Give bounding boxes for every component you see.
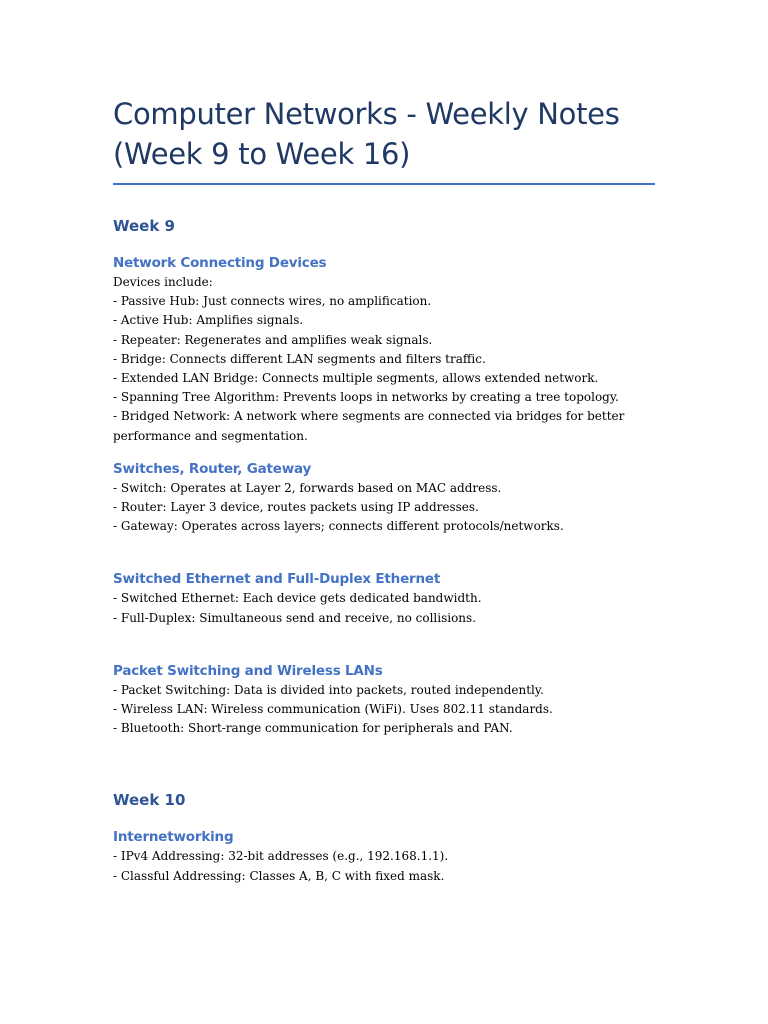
section-heading-internetworking: Internetworking: [113, 829, 234, 846]
text-line: - Classful Addressing: Classes A, B, C with fixed mask.: [113, 868, 445, 883]
text-line: - IPv4 Addressing: 32-bit addresses (e.g., 192.168.1.1).: [113, 849, 449, 864]
text-line: - Passive Hub: Just connects wires, no amplification.: [113, 294, 432, 309]
section-heading-switches-router-gateway: Switches, Router, Gateway: [113, 460, 312, 477]
section-body-switches-router-gateway: [113, 479, 658, 537]
section-body-packet-switching: [113, 681, 658, 739]
section-body-switched-ethernet: [113, 589, 658, 627]
title-line-1: Computer Networks - Weekly Notes: [113, 97, 620, 131]
section-body-network-connecting-devices: [113, 273, 658, 446]
text-line: - Repeater: Regenerates and amplifies weak signals.: [113, 332, 433, 347]
text-line: - Bridge: Connects different LAN segments and filters traffic.: [113, 351, 486, 366]
text-line: - Full-Duplex: Simultaneous send and receive, no collisions.: [113, 610, 477, 625]
document-page: [113, 94, 658, 886]
text-line: - Gateway: Operates across layers; connects different protocols/networks.: [113, 519, 564, 534]
week-heading-week-9: Week 9: [113, 217, 175, 235]
text-line: - Packet Switching: Data is divided into packets, routed independently.: [113, 682, 544, 697]
text-line: - Router: Layer 3 device, routes packets using IP addresses.: [113, 500, 479, 515]
text-line: - Bluetooth: Short-range communication for peripherals and PAN.: [113, 721, 513, 736]
week-heading-week-10: Week 10: [113, 791, 186, 810]
text-line: - Extended LAN Bridge: Connects multiple segments, allows extended network.: [113, 371, 599, 386]
section-heading-packet-switching: Packet Switching and Wireless LANs: [113, 662, 383, 679]
text-line: Devices include:: [113, 275, 213, 289]
text-line: - Active Hub: Amplifies signals.: [113, 313, 304, 328]
document-title: [113, 94, 658, 174]
text-line: - Bridged Network: A network where segments are connected via bridges for better performance and segmentation.: [113, 409, 625, 443]
section-body-internetworking: [113, 847, 658, 885]
section-heading-switched-ethernet: Switched Ethernet and Full-Duplex Ethernet: [113, 571, 441, 588]
section-heading-network-connecting-devices: Network Connecting Devices: [113, 255, 327, 271]
text-line: - Spanning Tree Algorithm: Prevents loops in networks by creating a tree topology.: [113, 390, 619, 405]
title-divider: [113, 183, 655, 185]
text-line: - Switched Ethernet: Each device gets dedicated bandwidth.: [113, 591, 482, 606]
text-line: - Switch: Operates at Layer 2, forwards based on MAC address.: [113, 480, 502, 495]
title-line-2: (Week 9 to Week 16): [113, 137, 411, 171]
text-line: - Wireless LAN: Wireless communication (WiFi). Uses 802.11 standards.: [113, 702, 553, 717]
